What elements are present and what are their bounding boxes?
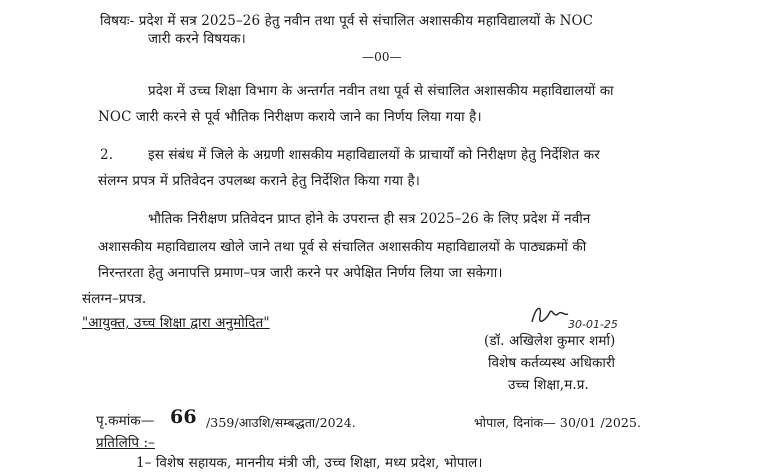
para2-line-2: संलग्न प्रपत्र में प्रतिवेदन उपलब्ध कराने हेतु निर्देशित किया गया है। <box>98 173 421 189</box>
para2-number: 2. <box>100 147 114 163</box>
subject-line-2: जारी करने विषयक। <box>148 31 246 47</box>
para2-line-1: इस संबंध में जिले के अग्रणी शासकीय महाविद्यालयों के प्राचार्यों को निरीक्षण हेतु निर्देशित कर <box>148 147 600 163</box>
para1-line-1: प्रदेश में उच्च शिक्षा विभाग के अन्तर्गत नवीन तथा पूर्व से संचालित अशासकीय महाविद्यालयों का <box>148 83 614 99</box>
signatory-designation: विशेष कर्तव्यस्थ अधिकारी <box>488 355 616 371</box>
reference-rest: /359/आउशि/सम्बद्धता/2024. <box>206 415 356 430</box>
copy-label: प्रतिलिपि :– <box>96 435 155 451</box>
para3-line-1: भौतिक निरीक्षण प्रतिवेदन प्राप्त होने के उपरान्त ही सत्र 2025–26 के लिए प्रदेश में नवीन <box>148 211 591 227</box>
place-date: भोपाल, दिनांक— 30/01 /2025. <box>474 415 642 430</box>
signatory-name: (डॉ. अखिलेश कुमार शर्मा) <box>484 333 616 349</box>
approval-note: "आयुक्त, उच्च शिक्षा द्वारा अनुमोदित" <box>82 315 270 331</box>
reference-number: 66 <box>170 406 197 428</box>
reference-label: पृ.कमांक— <box>96 413 155 429</box>
copy-item-1: 1– विशेष सहायक, माननीय मंत्री जी, उच्च शिक्षा, मध्य प्रदेश, भोपाल। <box>136 455 483 471</box>
subject-line-1 <box>100 12 593 30</box>
para1-line-2: NOC जारी करने से पूर्व भौतिक निरीक्षण कराये जाने का निर्णय लिया गया है। <box>98 109 482 125</box>
para3-line-3: निरन्तरता हेतु अनापत्ति प्रमाण–पत्र जारी करने पर अपेक्षित निर्णय लिया जा सकेगा। <box>98 265 503 281</box>
signature-date: 30-01-25 <box>568 318 618 331</box>
subject-text-1: प्रदेश में सत्र 2025–26 हेतु नवीन तथा पूर्व से संचालित अशासकीय महाविद्यालयों के NOC <box>138 13 594 29</box>
signatory-department: उच्च शिक्षा,म.प्र. <box>508 377 589 393</box>
subject-label: विषयः- <box>100 13 135 29</box>
para3-line-2: अशासकीय महाविद्यालय खोले जाने तथा पूर्व से संचालित अशासकीय महाविद्यालयों के पाठ्यक्रमों की <box>98 239 587 255</box>
separator: —00— <box>362 50 402 64</box>
enclosure-label: संलग्न–प्रपत्र. <box>82 291 147 307</box>
